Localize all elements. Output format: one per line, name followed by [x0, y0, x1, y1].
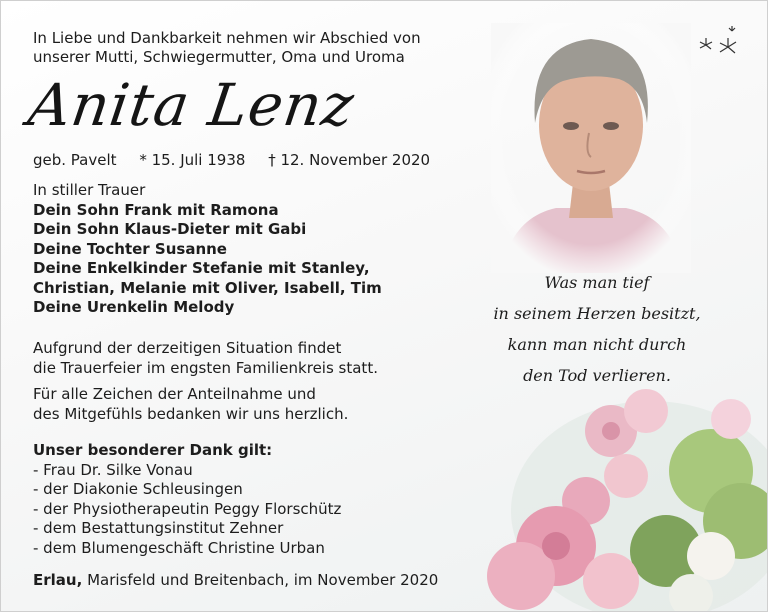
thanks-line: des Mitgefühls bedanken wir uns herzlich. — [33, 404, 349, 423]
deceased-name: Anita Lenz — [24, 71, 359, 139]
born-name: geb. Pavelt — [33, 151, 117, 169]
special-thanks-item: - der Diakonie Schleusingen — [33, 480, 243, 498]
mourner-line: Christian, Melanie mit Oliver, Isabell, Tim — [33, 278, 382, 297]
mourners-block — [33, 181, 382, 318]
place-date-rest: Marisfeld und Breitenbach, im November 2020 — [82, 571, 439, 589]
mourners-heading: In stiller Trauer — [33, 181, 146, 199]
thanks-line: Für alle Zeichen der Anteilnahme und — [33, 385, 316, 403]
notice-line: Aufgrund der derzeitigen Situation findet — [33, 339, 342, 357]
mourner-line: Dein Sohn Frank mit Ramona — [33, 200, 279, 219]
intro-line-2: unserer Mutti, Schwiegermutter, Oma und Uroma — [33, 48, 405, 66]
special-thanks-item: - dem Bestattungsinstitut Zehner — [33, 519, 284, 537]
mourner-line: Dein Sohn Klaus-Dieter mit Gabi — [33, 220, 307, 238]
mourner-line: Deine Enkelkinder Stefanie mit Stanley, — [33, 259, 370, 277]
quote-line: kann man nicht durch — [507, 335, 687, 354]
death-date: † 12. November 2020 — [268, 151, 431, 169]
floral-ornament-icon — [698, 23, 742, 57]
quote-line: Was man tief — [544, 273, 650, 292]
mourner-line: Deine Tochter Susanne — [33, 239, 227, 258]
quote-line: in seinem Herzen besitzt, — [493, 304, 701, 323]
special-thanks-block — [33, 441, 341, 558]
special-thanks-heading: Unser besonderer Dank gilt: — [33, 441, 273, 459]
notice-block — [33, 339, 378, 378]
quote-line: den Tod verlieren. — [523, 366, 671, 385]
special-thanks-item: - Frau Dr. Silke Vonau — [33, 460, 193, 479]
life-dates — [33, 151, 448, 169]
mourner-line: Deine Urenkelin Melody — [33, 298, 235, 316]
birth-date: * 15. Juli 1938 — [139, 151, 246, 169]
special-thanks-item: - der Physiotherapeutin Peggy Florschütz — [33, 499, 342, 518]
thanks-block — [33, 385, 348, 424]
place-name: Erlau, — [33, 571, 83, 589]
flower-bouquet-image — [461, 381, 768, 612]
portrait-photo — [491, 23, 691, 273]
intro-line-1: In Liebe und Dankbarkeit nehmen wir Abschied von — [33, 29, 421, 47]
special-thanks-item: - dem Blumengeschäft Christine Urban — [33, 538, 325, 557]
place-date-line — [33, 571, 438, 591]
notice-line: die Trauerfeier im engsten Familienkreis statt. — [33, 358, 378, 377]
